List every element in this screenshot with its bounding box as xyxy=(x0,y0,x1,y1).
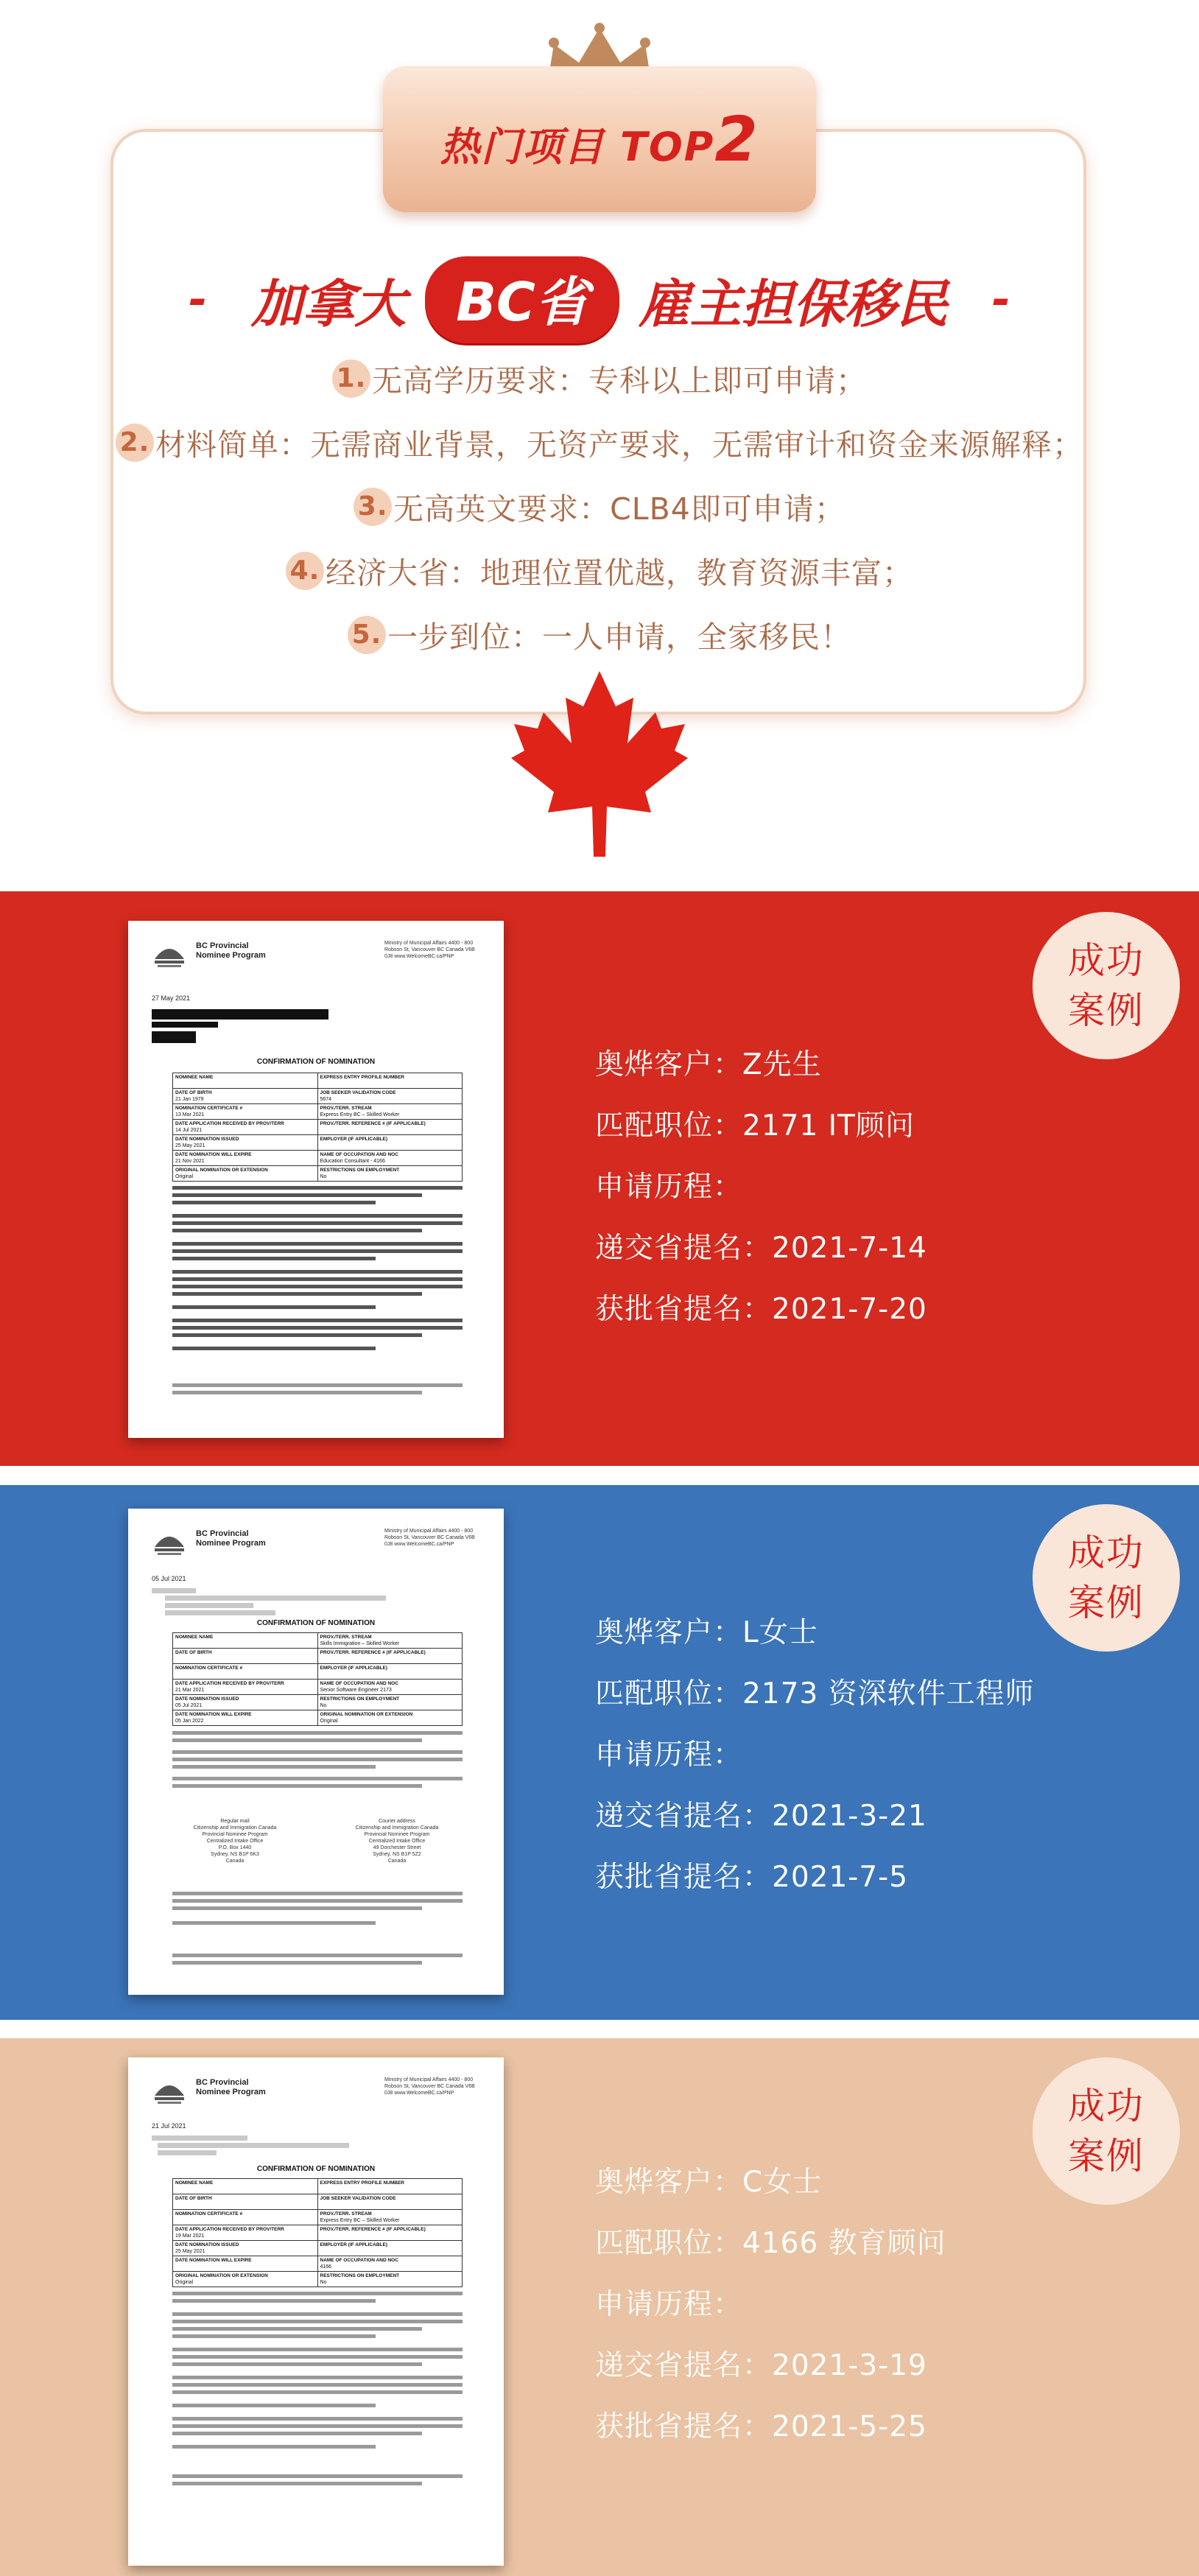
bc-logo-icon xyxy=(152,937,187,969)
province-pill: BC省 xyxy=(425,256,619,343)
hot-project-section xyxy=(0,0,1199,891)
client-name: 奥烨客户：Z先生 xyxy=(595,1047,822,1081)
top-rank-tab xyxy=(383,66,816,212)
benefit-item: 1. 无高学历要求：专科以上即可申请； xyxy=(0,346,1199,410)
approved-date: 获批省提名：2021-5-25 xyxy=(595,2410,927,2443)
process-label: 申请历程： xyxy=(595,1170,743,1204)
benefit-item: 2. 材料简单：无需商业背景，无资产要求，无需审计和资金来源解释； xyxy=(0,410,1199,474)
rank-number: 2 xyxy=(714,103,759,175)
benefit-number: 4. xyxy=(286,552,324,590)
headline-country: 加拿大 xyxy=(251,273,407,334)
benefit-list xyxy=(0,346,1199,667)
benefit-item: 5. 一步到位：一人申请，全家移民！ xyxy=(0,603,1199,667)
nomination-table: NOMINEE NAME PROV./TERR. STREAM Skills Immigration – Skilled Worker DATE OF BIRTH PROV./TERR. REFERENCE # (IF APPLICABLE) NOMINATION CERTIFICATE # EMPLOYER (IF APPLICABLE) DATE APPLICATION RECEIVED BY PROV/TERR 21 Mar 2021 NAME OF OCCUPATION AND NOC Senior Software Engineer 2173 DATE NOMINATION ISSUED 05 Jul 2021 RESTRICTIONS ON EMPLOYMENT No DATE NOMINATION WILL EXPIRE 05 Jan 2022 ORIGINAL NOMINATION OR EXTENSION Original xyxy=(172,1632,463,1726)
case-details xyxy=(595,2149,946,2454)
submitted-date: 递交省提名：2021-3-19 xyxy=(595,2348,927,2382)
success-case-2 xyxy=(0,1485,1199,2020)
matched-position: 匹配职位：2173 资深软件工程师 xyxy=(595,1677,1035,1710)
success-case-stamp: 成功 案例 xyxy=(1033,1504,1180,1652)
submitted-date: 递交省提名：2021-7-14 xyxy=(595,1231,927,1265)
bc-logo-icon xyxy=(152,2074,187,2106)
project-headline: - 加拿大 BC省 雇主担保移民 - xyxy=(0,259,1199,340)
success-case-1 xyxy=(0,891,1199,1466)
headline-program: 雇主担保移民 xyxy=(638,273,948,334)
approved-date: 获批省提名：2021-7-5 xyxy=(595,1860,909,1894)
approved-date: 获批省提名：2021-7-20 xyxy=(595,1292,927,1326)
benefit-number: 2. xyxy=(116,424,154,462)
nomination-table: NOMINEE NAME EXPRESS ENTRY PROFILE NUMBER DATE OF BIRTH JOB SEEKER VALIDATION CODE NOMINATION CERTIFICATE # PROV./TERR. STREAM Express Entry BC – Skilled Worker DATE APPLICATION RECEIVED BY PROV/TERR 19 Mar 2021 PROV./TERR. REFERENCE # (IF APPLICABLE) DATE NOMINATION ISSUED 25 May 2021 EMPLOYER (IF APPLICABLE) DATE NOMINATION WILL EXPIRE NAME OF OCCUPATION AND NOC 4166 ORIGINAL NOMINATION OR EXTENSION Original RESTRICTIONS ON EMPLOYMENT No xyxy=(172,2178,463,2287)
case-details xyxy=(595,1599,1035,1905)
client-name: 奥烨客户：L女士 xyxy=(595,1615,818,1649)
letter-date: 05 Jul 2021 xyxy=(152,1575,186,1582)
matched-position: 匹配职位：4166 教育顾问 xyxy=(595,2226,946,2260)
tab-label: 热门项目 TOP2 xyxy=(440,103,759,175)
success-case-stamp: 成功 案例 xyxy=(1033,2057,1180,2205)
nomination-letter-image: BC Provincial Nominee Program Ministry of Municipal Affairs 4400 - 800 Robson St, Vancouver BC Canada V6B 0J8 www.WelcomeBC.ca/PNP 27 May 2021 CONFIRMATION OF NOMINATION NOMINEE NAME EXPRESS ENTRY PROFILE NUMBER DATE OF BIRTH 21 Jan 1979 JOB SEEKER VALIDATION CODE 5674 NOMINATION CERTIFICATE # 13 Mar 2021 PROV./TERR. STREAM Express Entry BC – Skilled Worker DATE APPLICATION RECEIVED BY PROV/TERR 14 Jul 2021 PROV./TERR. REFERENCE # (IF APPLICABLE) DATE NOMINATION ISSUED 25 May 2021 EMPLOYER (IF APPLICABLE) DATE NOMINATION WILL EXPIRE 21 Nov 2021 NAME OF OCCUPATION AND NOC Education Consultant - 4166 ORIGINAL NOMINATION OR EXTENSION Original RESTRICTIONS ON EMPLOYMENT No xyxy=(128,921,504,1438)
benefit-number: 3. xyxy=(354,488,392,526)
nomination-table: NOMINEE NAME EXPRESS ENTRY PROFILE NUMBER DATE OF BIRTH 21 Jan 1979 JOB SEEKER VALIDATION CODE 5674 NOMINATION CERTIFICATE # 13 Mar 2021 PROV./TERR. STREAM Express Entry BC – Skilled Worker DATE APPLICATION RECEIVED BY PROV/TERR 14 Jul 2021 PROV./TERR. REFERENCE # (IF APPLICABLE) DATE NOMINATION ISSUED 25 May 2021 EMPLOYER (IF APPLICABLE) DATE NOMINATION WILL EXPIRE 21 Nov 2021 NAME OF OCCUPATION AND NOC Education Consultant - 4166 ORIGINAL NOMINATION OR EXTENSION Original RESTRICTIONS ON EMPLOYMENT No xyxy=(172,1073,463,1182)
client-name: 奥烨客户：C女士 xyxy=(595,2165,823,2199)
benefit-number: 1. xyxy=(332,359,370,398)
success-case-stamp: 成功 案例 xyxy=(1033,912,1180,1059)
process-label: 申请历程： xyxy=(595,1738,743,1772)
letter-date: 27 May 2021 xyxy=(152,994,191,1002)
benefit-number: 5. xyxy=(348,616,386,654)
nomination-letter-image: BC Provincial Nominee Program Ministry of Municipal Affairs 4400 - 800 Robson St, Vancouver BC Canada V6B 0J8 www.WelcomeBC.ca/PNP 05 Jul 2021 CONFIRMATION OF NOMINATION NOMINEE NAME PROV./TERR. STREAM Skills Immigration – Skilled Worker DATE OF BIRTH PROV./TERR. REFERENCE # (IF APPLICABLE) NOMINATION CERTIFICATE # EMPLOYER (IF APPLICABLE) DATE APPLICATION RECEIVED BY PROV/TERR 21 Mar 2021 NAME OF OCCUPATION AND NOC Senior Software Engineer 2173 DATE NOMINATION ISSUED 05 Jul 2021 RESTRICTIONS ON EMPLOYMENT No DATE NOMINATION WILL EXPIRE 05 Jan 2022 ORIGINAL NOMINATION OR EXTENSION Original Regular mail Citizenship and Immigration Canada Provincial Nominee Program Centralized Intake Office P.O. Box 1440 Sydney, NS B1P 6K3 Canada Courier address Citizenship and Immigration Canada Provincial Nominee Program Centralized Intake Office 49 Dorchester Street Sydney, NS B1P 5Z2 Canada xyxy=(128,1509,504,1995)
benefit-item: 4. 经济大省：地理位置优越，教育资源丰富； xyxy=(0,538,1199,603)
matched-position: 匹配职位：2171 IT顾问 xyxy=(595,1109,915,1143)
letter-date: 21 Jul 2021 xyxy=(152,2122,186,2130)
benefit-item: 3. 无高英文要求：CLB4即可申请； xyxy=(0,474,1199,538)
process-label: 申请历程： xyxy=(595,2287,743,2321)
success-case-3 xyxy=(0,2038,1199,2576)
case-details xyxy=(595,1031,927,1337)
nomination-letter-image: BC Provincial Nominee Program Ministry of Municipal Affairs 4400 - 800 Robson St, Vancouver BC Canada V6B 0J8 www.WelcomeBC.ca/PNP 21 Jul 2021 CONFIRMATION OF NOMINATION NOMINEE NAME EXPRESS ENTRY PROFILE NUMBER DATE OF BIRTH JOB SEEKER VALIDATION CODE NOMINATION CERTIFICATE # PROV./TERR. STREAM Express Entry BC – Skilled Worker DATE APPLICATION RECEIVED BY PROV/TERR 19 Mar 2021 PROV./TERR. REFERENCE # (IF APPLICABLE) DATE NOMINATION ISSUED 25 May 2021 EMPLOYER (IF APPLICABLE) DATE NOMINATION WILL EXPIRE NAME OF OCCUPATION AND NOC 4166 ORIGINAL NOMINATION OR EXTENSION Original RESTRICTIONS ON EMPLOYMENT No xyxy=(128,2057,504,2566)
submitted-date: 递交省提名：2021-3-21 xyxy=(595,1799,927,1833)
maple-leaf-icon xyxy=(508,667,691,858)
bc-logo-icon xyxy=(152,1525,187,1557)
